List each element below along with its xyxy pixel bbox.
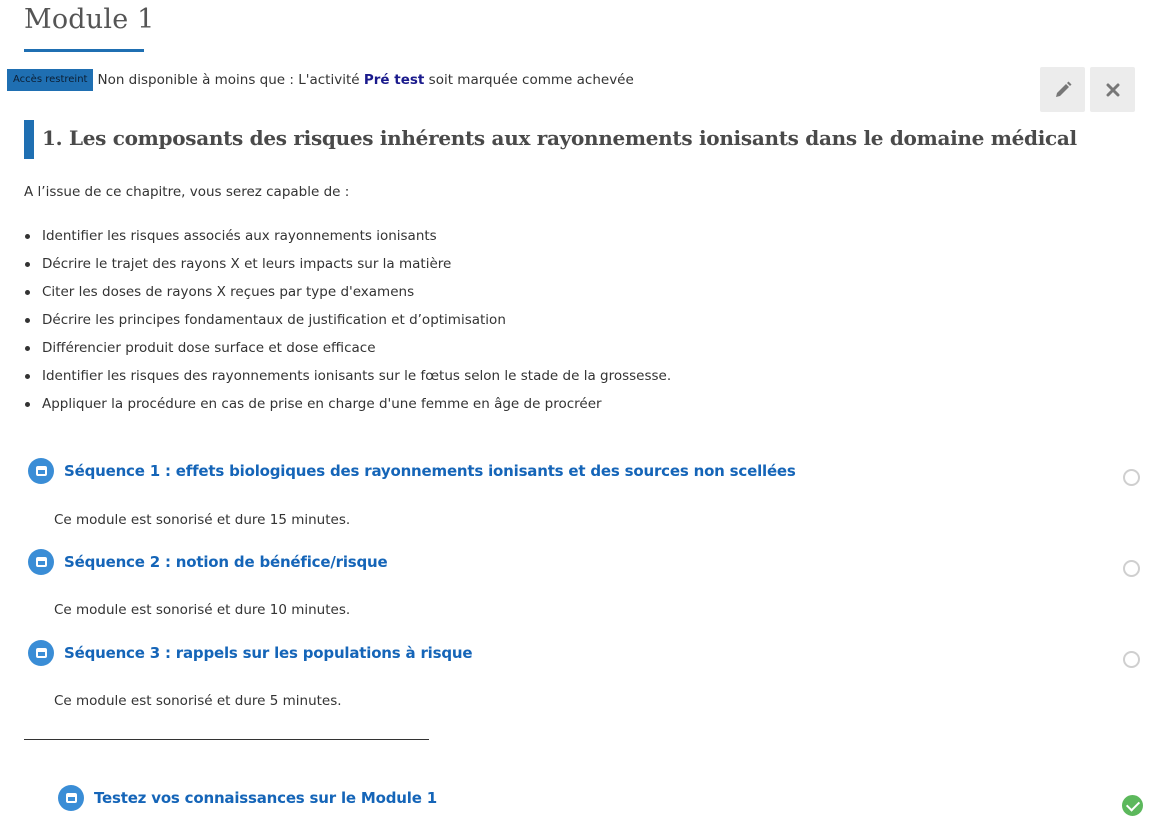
completion-checkbox-done[interactable]	[1122, 795, 1143, 816]
activity-description: Ce module est sonorisé et dure 10 minutes.	[54, 602, 351, 618]
objective-item: Décrire le trajet des rayons X et leurs impacts sur la matière	[24, 254, 671, 282]
restricted-badge: Accès restreint	[7, 69, 93, 91]
quiz-item	[58, 785, 437, 811]
edit-button[interactable]	[1040, 67, 1085, 112]
activity-item	[28, 549, 387, 575]
activity-link[interactable]: Séquence 3 : rappels sur les populations à risque	[64, 644, 473, 662]
module-title: Module 1	[24, 4, 155, 35]
calendar-icon	[28, 549, 54, 575]
objective-item: Décrire les principes fondamentaux de justification et d’optimisation	[24, 310, 671, 338]
close-icon	[1106, 83, 1120, 97]
pencil-icon	[1054, 81, 1072, 99]
activity-link[interactable]: Séquence 2 : notion de bénéfice/risque	[64, 553, 388, 571]
completion-checkbox[interactable]	[1123, 560, 1140, 577]
activity-link[interactable]: Séquence 1 : effets biologiques des rayonnements ionisants et des sources non scellées	[64, 462, 796, 480]
completion-checkbox[interactable]	[1123, 469, 1140, 486]
restriction-suffix: soit marquée comme achevée	[424, 72, 634, 88]
title-underline	[24, 49, 144, 52]
objectives-list	[24, 226, 671, 422]
check-icon	[1125, 797, 1139, 811]
completion-checkbox[interactable]	[1123, 651, 1140, 668]
objective-item: Identifier les risques des rayonnements ionisants sur le fœtus selon le stade de la grossesse.	[24, 366, 671, 394]
objective-item: Identifier les risques associés aux rayonnements ionisants	[24, 226, 671, 254]
objective-item: Différencier produit dose surface et dose efficace	[24, 338, 671, 366]
calendar-icon	[58, 785, 84, 811]
activity-item	[28, 458, 796, 484]
activity-description: Ce module est sonorisé et dure 5 minutes.	[54, 693, 342, 709]
restriction-prefix: Non disponible à moins que : L'activité	[97, 72, 364, 88]
activity-item	[28, 640, 472, 666]
objective-item: Appliquer la procédure en cas de prise en charge d'une femme en âge de procréer	[24, 394, 671, 422]
objective-item: Citer les doses de rayons X reçues par type d'examens	[24, 282, 671, 310]
close-button[interactable]	[1090, 67, 1135, 112]
section-title: 1. Les composants des risques inhérents aux rayonnements ionisants dans le domaine médical	[42, 126, 1077, 150]
restriction-text	[97, 72, 633, 88]
quiz-link[interactable]: Testez vos connaissances sur le Module 1	[94, 789, 437, 807]
section-intro: A l’issue de ce chapitre, vous serez capable de :	[24, 184, 350, 200]
divider-line	[24, 739, 429, 740]
restriction-notice	[7, 69, 634, 91]
section-accent-bar	[24, 120, 34, 159]
pre-test-link[interactable]: Pré test	[363, 72, 425, 88]
calendar-icon	[28, 458, 54, 484]
calendar-icon	[28, 640, 54, 666]
activity-description: Ce module est sonorisé et dure 15 minutes.	[54, 512, 351, 528]
